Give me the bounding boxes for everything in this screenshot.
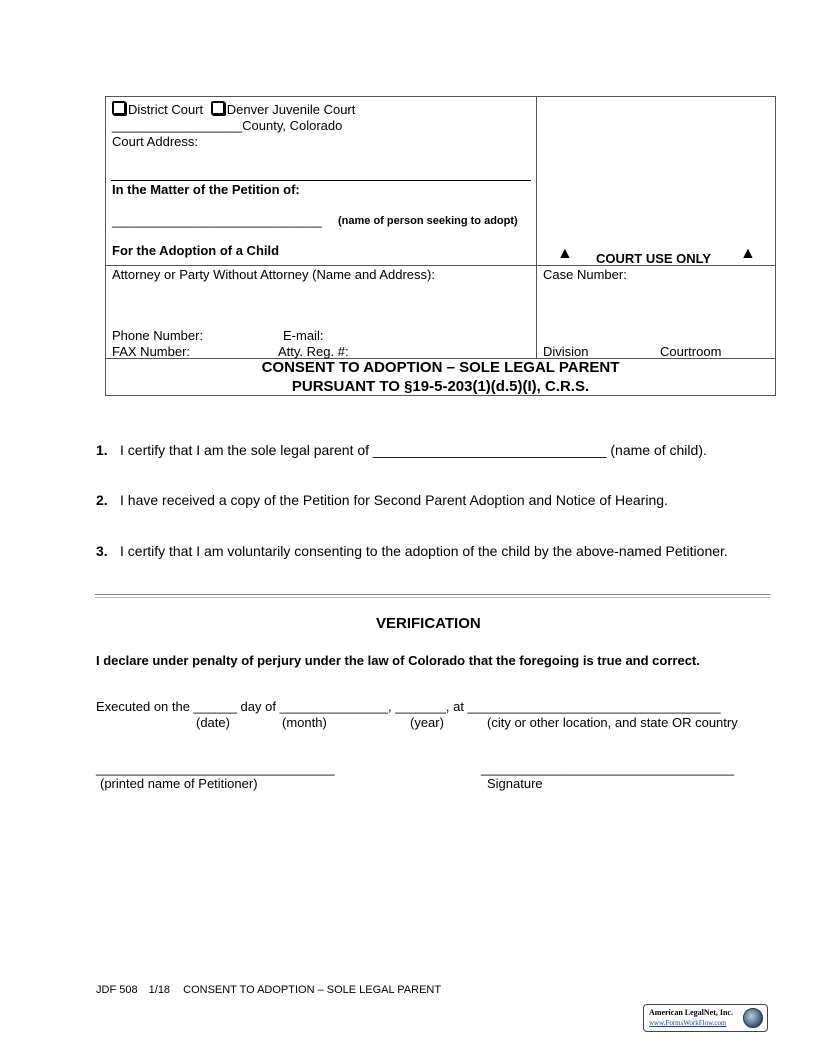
form-title-line1: CONSENT TO ADOPTION – SOLE LEGAL PARENT (261, 359, 620, 376)
triangle-up-icon: ▲ (557, 245, 573, 262)
logo-url[interactable]: www.FormsWorkFlow.com (649, 1019, 727, 1027)
atty-reg-label: Atty. Reg. #: (278, 344, 349, 359)
footer (96, 984, 441, 996)
county-line: __________________County, Colorado (112, 118, 343, 133)
division-label: Division (543, 344, 589, 359)
date-label: (date) (196, 715, 230, 730)
petitioner-note: (name of person seeking to adopt) (338, 215, 518, 227)
verification-heading: VERIFICATION (376, 615, 481, 632)
location-label: (city or other location, and state OR country (487, 715, 738, 730)
court-options (112, 101, 355, 117)
globe-icon (743, 1008, 763, 1028)
item-number: 3. (96, 543, 108, 559)
triangle-up-icon: ▲ (740, 245, 756, 262)
district-court-checkbox[interactable] (112, 101, 126, 115)
footer-form-title: CONSENT TO ADOPTION – SOLE LEGAL PARENT (183, 984, 442, 996)
item-text: I certify that I am voluntarily consenting to the adoption of the child by the above-named Petitioner. (120, 543, 728, 559)
american-legalnet-logo[interactable] (643, 1004, 768, 1032)
matter-label: In the Matter of the Petition of: (112, 182, 300, 197)
court-address-label: Court Address: (112, 134, 198, 149)
printed-name-line: _________________________________ (96, 761, 335, 776)
caption-divider-vertical (536, 96, 537, 358)
fax-label: FAX Number: (112, 344, 191, 359)
district-court-label: District Court (128, 102, 204, 117)
attorney-label: Attorney or Party Without Attorney (Name and Address): (112, 267, 435, 282)
case-number-label: Case Number: (543, 267, 627, 282)
item-text: I certify that I am the sole legal parent of ______________________________ (name of child). (120, 442, 707, 458)
section-divider (95, 597, 771, 598)
court-address-underline (111, 180, 531, 181)
item-number: 1. (96, 442, 108, 458)
item-text: I have received a copy of the Petition for Second Parent Adoption and Notice of Hearing. (120, 492, 668, 508)
executed-line: Executed on the ______ day of _______________, _______, at ___________________________________ (96, 699, 721, 714)
year-label: (year) (410, 715, 444, 730)
petitioner-blank: _____________________________ (112, 213, 322, 228)
printed-name-label: (printed name of Petitioner) (100, 776, 258, 791)
signature-label: Signature (487, 776, 543, 791)
logo-company: American LegalNet, Inc. (649, 1008, 733, 1017)
signature-line: ___________________________________ (481, 761, 735, 776)
adoption-label: For the Adoption of a Child (112, 243, 280, 258)
form-id: JDF 508 (96, 984, 138, 996)
form-revision: 1/18 (148, 984, 171, 996)
courtroom-label: Courtroom (660, 344, 722, 359)
verification-declaration: I declare under penalty of perjury under the law of Colorado that the foregoing is true and correct. (96, 653, 700, 668)
item-number: 2. (96, 492, 108, 508)
juvenile-court-checkbox[interactable] (211, 101, 225, 115)
email-label: E-mail: (283, 328, 324, 343)
section-divider (95, 594, 771, 595)
phone-label: Phone Number: (112, 328, 204, 343)
month-label: (month) (282, 715, 327, 730)
form-title-line2: PURSUANT TO §19-5-203(1)(d.5)(I), C.R.S. (291, 378, 590, 395)
court-use-only: COURT USE ONLY (596, 251, 712, 266)
juvenile-court-label: Denver Juvenile Court (226, 102, 356, 117)
